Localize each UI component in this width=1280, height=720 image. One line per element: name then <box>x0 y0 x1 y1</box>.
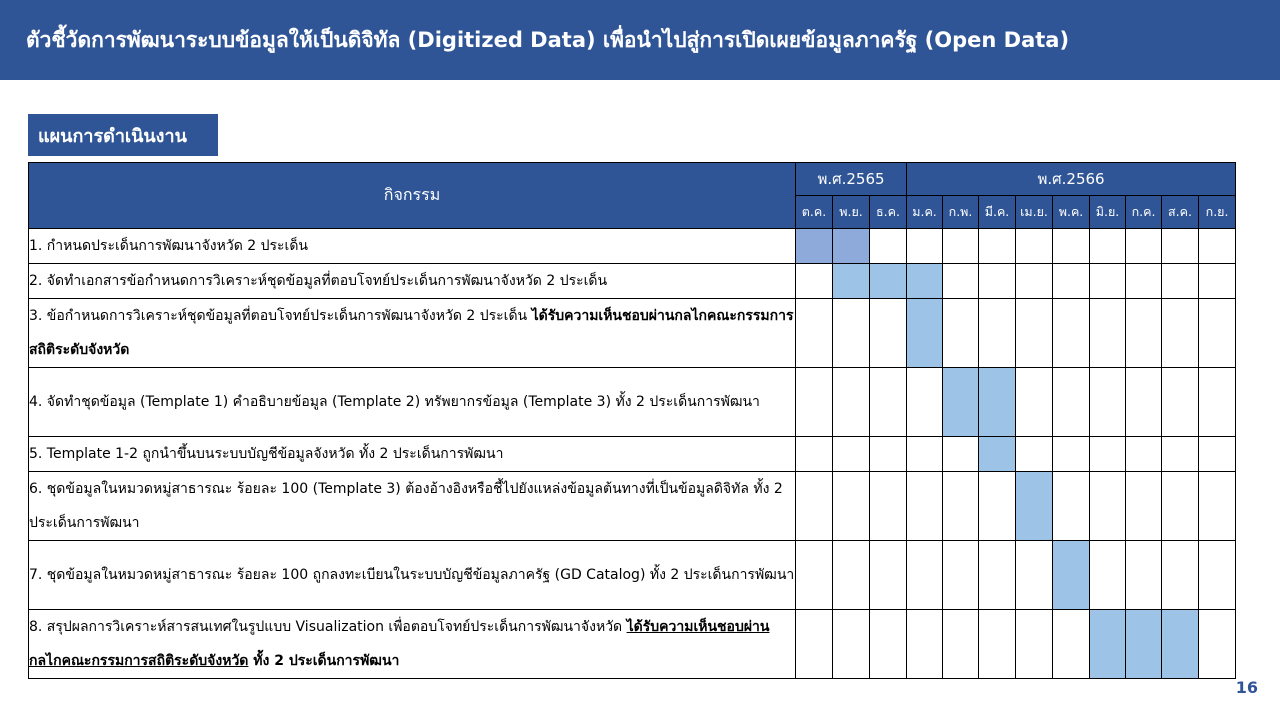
slide-title-bar <box>0 0 1280 80</box>
month-header: มิ.ย. <box>1090 196 1126 229</box>
gantt-empty-cell <box>1199 472 1236 541</box>
page-number: 16 <box>1235 678 1258 697</box>
activity-text: ได้รับความเห็นชอบผ่านกลไกคณะกรรมการสถิติระดับจังหวัด <box>29 619 770 669</box>
gantt-empty-cell <box>796 541 833 610</box>
activity-cell <box>29 541 796 610</box>
gantt-bar-cell <box>979 368 1016 437</box>
gantt-empty-cell <box>796 299 833 368</box>
gantt-empty-cell <box>1126 229 1162 264</box>
gantt-empty-cell <box>1199 610 1236 679</box>
gantt-empty-cell <box>1016 541 1053 610</box>
activity-cell <box>29 368 796 437</box>
activity-cell <box>29 472 796 541</box>
activity-text: 2. จัดทำเอกสารข้อกำหนดการวิเคราะห์ชุดข้อมูลที่ตอบโจทย์ประเด็นการพัฒนาจังหวัด 2 ประเด็น <box>29 273 608 289</box>
section-label <box>28 114 218 156</box>
gantt-empty-cell <box>943 610 979 679</box>
gantt-empty-cell <box>1090 264 1126 299</box>
activity-text: 3. ข้อกำหนดการวิเคราะห์ชุดข้อมูลที่ตอบโจทย์ประเด็นการพัฒนาจังหวัด 2 ประเด็น <box>29 308 532 324</box>
gantt-empty-cell <box>870 437 907 472</box>
activity-text: 8. สรุปผลการวิเคราะห์สารสนเทศในรูปแบบ Visualization เพื่อตอบโจทย์ประเด็นการพัฒนาจังหวัด <box>29 619 627 635</box>
gantt-empty-cell <box>833 437 870 472</box>
gantt-bar-cell <box>1053 541 1090 610</box>
gantt-empty-cell <box>1053 437 1090 472</box>
month-header: พ.ย. <box>833 196 870 229</box>
gantt-empty-cell <box>1126 264 1162 299</box>
activity-cell <box>29 264 796 299</box>
month-header: ก.พ. <box>943 196 979 229</box>
activity-text: ได้รับความเห็นชอบผ่านกลไกคณะกรรมการสถิติระดับจังหวัด <box>29 308 794 358</box>
gantt-empty-cell <box>1162 229 1199 264</box>
gantt-empty-cell <box>1053 299 1090 368</box>
gantt-empty-cell <box>1199 229 1236 264</box>
gantt-bar-cell <box>796 229 833 264</box>
activity-row <box>29 229 1236 264</box>
gantt-empty-cell <box>907 437 943 472</box>
activity-cell <box>29 299 796 368</box>
month-header: ต.ค. <box>796 196 833 229</box>
gantt-empty-cell <box>943 437 979 472</box>
gantt-bar-cell <box>907 299 943 368</box>
activity-column-header: กิจกรรม <box>29 163 796 229</box>
gantt-empty-cell <box>943 472 979 541</box>
activity-cell <box>29 229 796 264</box>
gantt-empty-cell <box>796 610 833 679</box>
gantt-empty-cell <box>870 368 907 437</box>
gantt-bar-cell <box>870 264 907 299</box>
gantt-plan-table <box>28 162 1236 679</box>
gantt-empty-cell <box>870 610 907 679</box>
month-header: ก.ค. <box>1126 196 1162 229</box>
activity-row <box>29 472 1236 541</box>
gantt-empty-cell <box>907 472 943 541</box>
section-label-text: แผนการดำเนินงาน <box>38 125 187 147</box>
gantt-bar-cell <box>943 368 979 437</box>
gantt-body <box>29 229 1236 679</box>
gantt-empty-cell <box>870 541 907 610</box>
activity-row <box>29 299 1236 368</box>
gantt-empty-cell <box>979 229 1016 264</box>
gantt-empty-cell <box>1053 610 1090 679</box>
month-header: ส.ค. <box>1162 196 1199 229</box>
gantt-empty-cell <box>1126 299 1162 368</box>
gantt-empty-cell <box>796 368 833 437</box>
gantt-empty-cell <box>1199 368 1236 437</box>
activity-cell <box>29 610 796 679</box>
month-header: เม.ย. <box>1016 196 1053 229</box>
gantt-empty-cell <box>1053 472 1090 541</box>
gantt-bar-cell <box>1126 610 1162 679</box>
gantt-empty-cell <box>943 541 979 610</box>
slide-title: ตัวชี้วัดการพัฒนาระบบข้อมูลให้เป็นดิจิทัล (Digitized Data) เพื่อนำไปสู่การเปิดเผยข้อมูลภาครัฐ (Open Data) <box>26 27 1070 52</box>
gantt-bar-cell <box>907 264 943 299</box>
activity-row <box>29 610 1236 679</box>
gantt-empty-cell <box>1090 299 1126 368</box>
gantt-empty-cell <box>1162 264 1199 299</box>
gantt-empty-cell <box>1199 437 1236 472</box>
gantt-empty-cell <box>1162 299 1199 368</box>
gantt-empty-cell <box>833 368 870 437</box>
gantt-empty-cell <box>1199 299 1236 368</box>
gantt-bar-cell <box>833 264 870 299</box>
gantt-empty-cell <box>1016 264 1053 299</box>
gantt-empty-cell <box>1016 229 1053 264</box>
gantt-empty-cell <box>1090 472 1126 541</box>
gantt-empty-cell <box>1016 437 1053 472</box>
gantt-empty-cell <box>796 472 833 541</box>
gantt-empty-cell <box>943 299 979 368</box>
gantt-empty-cell <box>1126 541 1162 610</box>
gantt-bar-cell <box>1090 610 1126 679</box>
gantt-empty-cell <box>1016 368 1053 437</box>
activity-text: 7. ชุดข้อมูลในหมวดหมู่สาธารณะ ร้อยละ 100 ถูกลงทะเบียนในระบบบัญชีข้อมูลภาครัฐ (GD Catalog) ทั้ง 2 ประเด็นการพัฒนา <box>29 567 795 583</box>
gantt-empty-cell <box>979 264 1016 299</box>
activity-text: 4. จัดทำชุดข้อมูล (Template 1) คำอธิบายข้อมูล (Template 2) ทรัพยากรข้อมูล (Template 3) ทั้ง 2 ประเด็นการพัฒนา <box>29 394 760 410</box>
gantt-empty-cell <box>1126 437 1162 472</box>
activity-row <box>29 264 1236 299</box>
activity-cell <box>29 437 796 472</box>
year-header-row <box>29 163 1236 196</box>
gantt-empty-cell <box>833 610 870 679</box>
gantt-empty-cell <box>979 472 1016 541</box>
gantt-empty-cell <box>1016 299 1053 368</box>
gantt-empty-cell <box>1053 368 1090 437</box>
gantt-empty-cell <box>1126 368 1162 437</box>
gantt-empty-cell <box>1090 229 1126 264</box>
gantt-empty-cell <box>870 299 907 368</box>
gantt-empty-cell <box>907 541 943 610</box>
activity-row <box>29 437 1236 472</box>
gantt-empty-cell <box>907 610 943 679</box>
gantt-empty-cell <box>1090 541 1126 610</box>
gantt-empty-cell <box>1053 264 1090 299</box>
month-header: ก.ย. <box>1199 196 1236 229</box>
activity-row <box>29 541 1236 610</box>
activity-text: 6. ชุดข้อมูลในหมวดหมู่สาธารณะ ร้อยละ 100 (Template 3) ต้องอ้างอิงหรือชี้ไปยังแหล่งข้อมูลต้นทางที่เป็นข้อมูลดิจิทัล ทั้ง 2 ประเด็นการพัฒนา <box>29 481 783 531</box>
gantt-empty-cell <box>1090 437 1126 472</box>
month-header: พ.ค. <box>1053 196 1090 229</box>
gantt-empty-cell <box>979 610 1016 679</box>
gantt-empty-cell <box>979 299 1016 368</box>
gantt-empty-cell <box>870 229 907 264</box>
gantt-empty-cell <box>1199 541 1236 610</box>
gantt-empty-cell <box>943 264 979 299</box>
gantt-empty-cell <box>979 541 1016 610</box>
gantt-empty-cell <box>907 368 943 437</box>
gantt-empty-cell <box>1053 229 1090 264</box>
gantt-bar-cell <box>979 437 1016 472</box>
gantt-empty-cell <box>943 229 979 264</box>
gantt-empty-cell <box>833 541 870 610</box>
gantt-empty-cell <box>796 437 833 472</box>
gantt-empty-cell <box>1199 264 1236 299</box>
gantt-bar-cell <box>1162 610 1199 679</box>
year-header-2566: พ.ศ.2566 <box>907 163 1236 196</box>
gantt-empty-cell <box>1126 472 1162 541</box>
activity-text: 5. Template 1-2 ถูกนำขึ้นบนระบบบัญชีข้อมูลจังหวัด ทั้ง 2 ประเด็นการพัฒนา <box>29 446 504 462</box>
month-header: ธ.ค. <box>870 196 907 229</box>
gantt-empty-cell <box>833 299 870 368</box>
gantt-bar-cell <box>833 229 870 264</box>
gantt-bar-cell <box>1016 472 1053 541</box>
month-header: มี.ค. <box>979 196 1016 229</box>
gantt-empty-cell <box>1162 437 1199 472</box>
gantt-empty-cell <box>1162 541 1199 610</box>
activity-row <box>29 368 1236 437</box>
activity-text: 1. กำหนดประเด็นการพัฒนาจังหวัด 2 ประเด็น <box>29 238 308 254</box>
gantt-empty-cell <box>1016 610 1053 679</box>
gantt-empty-cell <box>796 264 833 299</box>
month-header: ม.ค. <box>907 196 943 229</box>
gantt-empty-cell <box>1162 472 1199 541</box>
gantt-empty-cell <box>1162 368 1199 437</box>
gantt-empty-cell <box>870 472 907 541</box>
year-header-2565: พ.ศ.2565 <box>796 163 907 196</box>
gantt-empty-cell <box>833 472 870 541</box>
gantt-empty-cell <box>907 229 943 264</box>
gantt-empty-cell <box>1090 368 1126 437</box>
activity-text: ทั้ง 2 ประเด็นการพัฒนา <box>248 653 400 669</box>
